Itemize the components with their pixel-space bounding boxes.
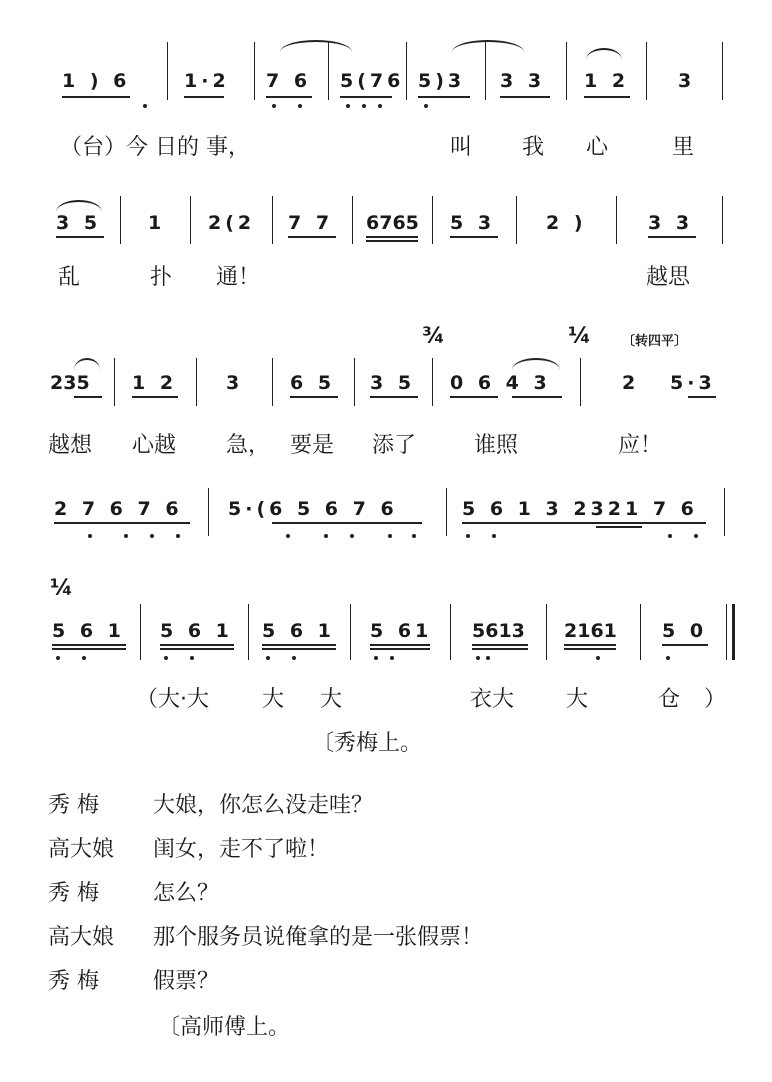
underline bbox=[564, 644, 616, 646]
lyric: （台）今 日的 事， bbox=[60, 135, 250, 160]
octave-dot bbox=[424, 104, 428, 108]
barline bbox=[350, 604, 351, 660]
octave-dot bbox=[292, 656, 296, 660]
dialogue-text: 大娘，你怎么没走哇？ bbox=[153, 793, 374, 818]
note-group: 2 bbox=[622, 372, 640, 394]
barline bbox=[446, 488, 447, 536]
barline bbox=[450, 604, 451, 660]
note-group: 5 61 bbox=[370, 620, 433, 642]
octave-dot bbox=[668, 534, 672, 538]
dialogue-text: 那个服务员说俺拿的是一张假票！ bbox=[153, 925, 484, 950]
dialogue-line bbox=[48, 788, 373, 819]
underline bbox=[472, 644, 528, 646]
speaker-name: 秀 梅 bbox=[48, 793, 99, 818]
note-group: 3 3 bbox=[500, 70, 546, 92]
speaker-name: 秀 梅 bbox=[48, 881, 99, 906]
note-group: 235 bbox=[50, 372, 90, 394]
note-group: 3 5 bbox=[56, 212, 102, 234]
lyric: 越想 bbox=[48, 433, 93, 458]
underline bbox=[340, 96, 392, 98]
lyric: 扑 bbox=[150, 265, 173, 290]
barline bbox=[190, 196, 191, 244]
octave-dot bbox=[350, 534, 354, 538]
underline bbox=[450, 236, 498, 238]
lyric: 叫 bbox=[450, 135, 473, 160]
octave-dot bbox=[390, 656, 394, 660]
note-group: 5(76 bbox=[340, 70, 405, 92]
percussion-syllable: ） bbox=[704, 687, 727, 712]
octave-dot bbox=[272, 104, 276, 108]
octave-dot bbox=[286, 534, 290, 538]
octave-dot bbox=[492, 534, 496, 538]
barline bbox=[140, 604, 141, 660]
octave-dot bbox=[298, 104, 302, 108]
note-group: 5 6 1 bbox=[52, 620, 125, 642]
notation-line bbox=[0, 192, 772, 252]
barline bbox=[272, 358, 273, 406]
percussion-syllable: 大 bbox=[566, 687, 589, 712]
underline bbox=[512, 396, 562, 398]
octave-dot bbox=[324, 534, 328, 538]
note-group: 7 7 bbox=[288, 212, 334, 234]
lyric: 心越 bbox=[132, 433, 177, 458]
note-group: 3 5 bbox=[370, 372, 416, 394]
stage-direction: 〔高师傅上。 bbox=[158, 1015, 291, 1040]
barline bbox=[566, 42, 567, 100]
lyric: 里 bbox=[672, 135, 695, 160]
octave-dot bbox=[694, 534, 698, 538]
octave-dot bbox=[388, 534, 392, 538]
notation-line bbox=[0, 488, 772, 548]
barline bbox=[726, 604, 727, 660]
barline bbox=[354, 358, 355, 406]
underline bbox=[62, 96, 130, 98]
underline bbox=[74, 396, 102, 398]
tempo-mark: 〔转四平〕 bbox=[622, 334, 688, 349]
underline bbox=[52, 648, 126, 650]
speaker-name: 秀 梅 bbox=[48, 969, 99, 994]
note-group: 2(2 bbox=[208, 212, 256, 234]
underline bbox=[366, 240, 418, 242]
underline bbox=[418, 96, 470, 98]
underline bbox=[272, 522, 422, 524]
octave-dot bbox=[374, 656, 378, 660]
barline bbox=[196, 358, 197, 406]
barline bbox=[432, 358, 433, 406]
barline bbox=[640, 604, 641, 660]
octave-dot bbox=[596, 656, 600, 660]
underline bbox=[290, 396, 338, 398]
lyric: 我 bbox=[522, 135, 545, 160]
note-group: 3 bbox=[678, 70, 696, 92]
lyric: 添了 bbox=[372, 433, 417, 458]
note-group: 2 ) bbox=[546, 212, 587, 234]
lyric: 应！ bbox=[618, 433, 663, 458]
octave-dot bbox=[346, 104, 350, 108]
octave-dot bbox=[176, 534, 180, 538]
slur bbox=[452, 40, 524, 52]
underline bbox=[366, 236, 418, 238]
barline bbox=[646, 42, 647, 100]
dialogue-line bbox=[48, 920, 483, 951]
lyric: 乱 bbox=[58, 265, 81, 290]
note-group: 5 3 bbox=[450, 212, 496, 234]
note-group: 5 6 1 3 2321 7 6 bbox=[462, 498, 698, 520]
notation-line bbox=[0, 602, 772, 662]
note-group: 5·(6 5 6 7 6 bbox=[228, 498, 398, 520]
underline bbox=[370, 648, 430, 650]
note-group: 7 6 bbox=[266, 70, 312, 92]
octave-dot bbox=[266, 656, 270, 660]
slur bbox=[512, 358, 560, 370]
note-group: 1 2 bbox=[584, 70, 630, 92]
note-group: 2161 bbox=[564, 620, 617, 642]
barline bbox=[272, 196, 273, 244]
barline bbox=[516, 196, 517, 244]
note-group: 5·3 bbox=[670, 372, 716, 394]
underline bbox=[160, 644, 234, 646]
note-group: 5)3 bbox=[418, 70, 466, 92]
underline bbox=[56, 236, 104, 238]
barline bbox=[167, 42, 168, 100]
note-group: 5 0 bbox=[662, 620, 708, 642]
underline bbox=[288, 236, 336, 238]
percussion-syllable: 仓 bbox=[658, 687, 681, 712]
barline bbox=[114, 358, 115, 406]
underline bbox=[266, 96, 312, 98]
slur bbox=[586, 48, 622, 60]
note-group: 2 7 6 7 6 bbox=[54, 498, 183, 520]
slur bbox=[74, 358, 100, 370]
lyric: 急， bbox=[226, 433, 271, 458]
octave-dot bbox=[82, 656, 86, 660]
notation-line bbox=[0, 40, 772, 100]
octave-dot bbox=[164, 656, 168, 660]
octave-dot bbox=[124, 534, 128, 538]
underline bbox=[54, 522, 190, 524]
underline bbox=[52, 644, 126, 646]
underline bbox=[688, 396, 716, 398]
underline bbox=[450, 396, 498, 398]
octave-dot bbox=[378, 104, 382, 108]
dialogue-line bbox=[48, 964, 219, 995]
percussion-syllable: 大 bbox=[320, 687, 343, 712]
note-group: 1 ) 6 bbox=[62, 70, 131, 92]
note-group: 5613 bbox=[472, 620, 525, 642]
octave-dot bbox=[150, 534, 154, 538]
note-group: 5 6 1 bbox=[160, 620, 233, 642]
underline bbox=[462, 522, 706, 524]
underline bbox=[370, 644, 430, 646]
note-group: 6 5 bbox=[290, 372, 336, 394]
barline bbox=[616, 196, 617, 244]
octave-dot bbox=[190, 656, 194, 660]
barline bbox=[722, 196, 723, 244]
barline bbox=[208, 488, 209, 536]
underline bbox=[584, 96, 630, 98]
barline bbox=[248, 604, 249, 660]
barline bbox=[724, 488, 725, 536]
octave-dot bbox=[476, 656, 480, 660]
underline bbox=[564, 648, 616, 650]
barline bbox=[722, 42, 723, 100]
lyric: 通！ bbox=[216, 265, 261, 290]
dialogue-text: 闺女，走不了啦！ bbox=[153, 837, 330, 862]
octave-dot bbox=[56, 656, 60, 660]
percussion-syllable: （大·大 bbox=[136, 687, 209, 712]
notation-line bbox=[0, 354, 772, 414]
underline bbox=[500, 96, 550, 98]
speaker-name: 高大娘 bbox=[48, 925, 115, 950]
note-group: 1 bbox=[148, 212, 166, 234]
lyric: 要是 bbox=[290, 433, 335, 458]
underline bbox=[262, 648, 336, 650]
dialogue-line bbox=[48, 832, 329, 863]
underline bbox=[132, 396, 178, 398]
barline bbox=[120, 196, 121, 244]
time-signature: ¾ bbox=[422, 324, 445, 349]
octave-dot bbox=[486, 656, 490, 660]
note-group: 1 2 bbox=[132, 372, 178, 394]
note-group: 0 6 4 3 bbox=[450, 372, 551, 394]
underline bbox=[662, 644, 708, 646]
barline bbox=[432, 196, 433, 244]
octave-dot bbox=[412, 534, 416, 538]
note-group: 1·2 bbox=[184, 70, 230, 92]
octave-dot bbox=[143, 104, 147, 108]
barline bbox=[406, 42, 407, 100]
dialogue-text: 假票？ bbox=[153, 969, 220, 994]
percussion-syllable: 大 bbox=[262, 687, 285, 712]
underline bbox=[596, 526, 642, 528]
octave-dot bbox=[666, 656, 670, 660]
end-barline bbox=[732, 604, 735, 660]
octave-dot bbox=[362, 104, 366, 108]
slur bbox=[280, 40, 352, 52]
barline bbox=[352, 196, 353, 244]
underline bbox=[472, 648, 528, 650]
note-group: 5 6 1 bbox=[262, 620, 335, 642]
slur bbox=[56, 200, 102, 212]
lyric: 心 bbox=[586, 135, 609, 160]
time-signature: ¼ bbox=[568, 324, 591, 349]
underline bbox=[370, 396, 418, 398]
barline bbox=[580, 358, 581, 406]
underline bbox=[184, 96, 224, 98]
dialogue-text: 怎么？ bbox=[153, 881, 220, 906]
underline bbox=[262, 644, 336, 646]
barline bbox=[254, 42, 255, 100]
underline bbox=[648, 236, 696, 238]
barline bbox=[546, 604, 547, 660]
time-signature: ¼ bbox=[50, 576, 73, 601]
octave-dot bbox=[88, 534, 92, 538]
note-group: 3 bbox=[226, 372, 244, 394]
stage-direction: 〔秀梅上。 bbox=[312, 731, 423, 756]
note-group: 3 3 bbox=[648, 212, 694, 234]
speaker-name: 高大娘 bbox=[48, 837, 115, 862]
note-group: 6765 bbox=[366, 212, 419, 234]
octave-dot bbox=[466, 534, 470, 538]
percussion-syllable: 衣大 bbox=[470, 687, 515, 712]
dialogue-line bbox=[48, 876, 219, 907]
lyric: 越思 bbox=[646, 265, 691, 290]
lyric: 谁照 bbox=[474, 433, 519, 458]
underline bbox=[160, 648, 234, 650]
